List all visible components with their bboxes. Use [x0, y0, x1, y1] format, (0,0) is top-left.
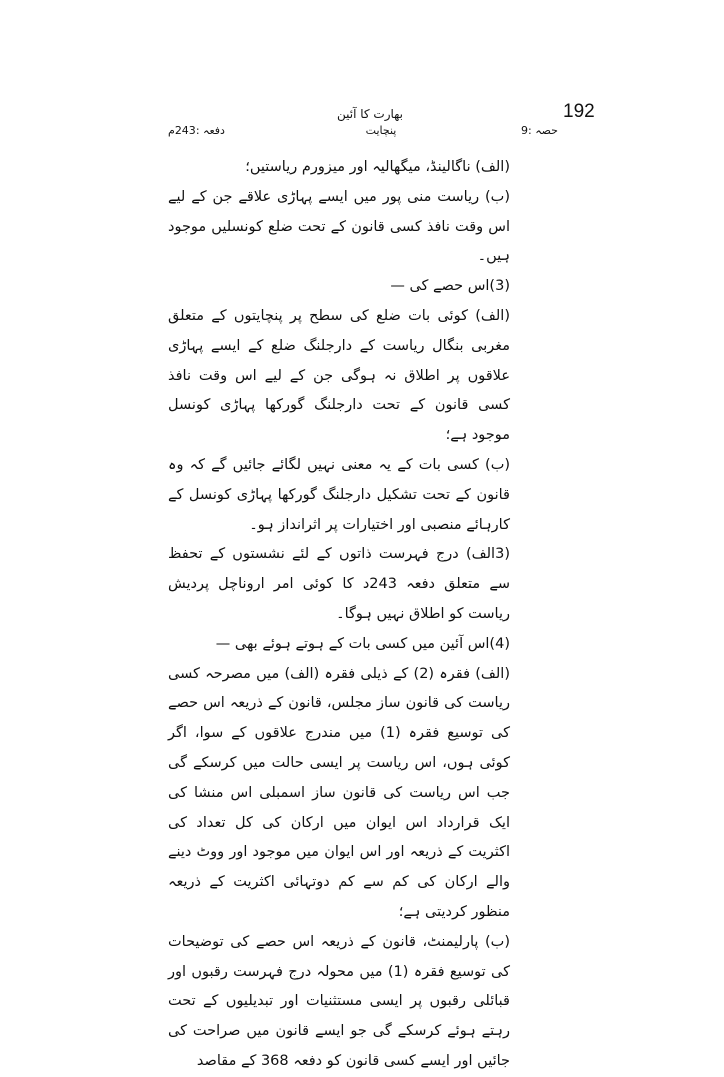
paragraph-section-4-b: (ب) پارلیمنٹ، قانون کے ذریعہ اس حصے کی توضیحات کی توسیع فقرہ (1) میں محولہ درج فہرست رقبوں اور قبائلی رقبوں پر ایسی مستثنیات اور تبدیلیوں کے تحت رہتے ہوئے کرسکے گی جو ایسے قانون میں صراحت کی جائیں اور ایسے کسی قانون کو دفعہ 368 کے مقاصد — [168, 933, 510, 1069]
body-text — [168, 153, 560, 1077]
paragraph-section-4: (4)اس آئین میں کسی بات کے ہوتے ہوئے بھی — — [215, 635, 510, 652]
paragraph-section-3: (3)اس حصے کی — — [390, 278, 510, 295]
paragraph-section-4-a: (الف) فقرہ (2) کے ذیلی فقرہ (الف) میں مصرحہ کسی ریاست کی قانون ساز مجلس، قانون کے ذریعہ اس حصے کی توسیع فقرہ (1) میں مندرج علاقوں کے سوا، اگر کوئی ہوں، اس ریاست پر ایسی حالت میں کرسکے گی جب اس ریاست کی قانون ساز اسمبلی اس منشا کی ایک قرارداد اس ایوان میں ارکان کی کل تعداد کی اکثریت کے ذریعہ اور اس ایوان میں موجود اور ووٹ دینے والے ارکان کی کم سے کم دوتہائی اکثریت کے ذریعہ منظور کردیتی ہے؛ — [168, 665, 510, 920]
paragraph-clause-a: (الف) ناگالینڈ، میگھالیہ اور میزورم ریاستیں؛ — [245, 159, 510, 175]
section-header — [168, 124, 558, 142]
paragraph-section-3-b: (ب) کسی بات کے یہ معنی نہیں لگائے جائیں گے کہ وہ قانون کے تحت تشکیل دارجلنگ گورکھا پہاڑی کونسل کے کارہائے منصبی اور اختیارات پر اثرانداز ہو۔ — [168, 456, 510, 533]
paragraph-section-3a: (3الف) درج فہرست ذاتوں کے لئے نشستوں کے تحفظ سے متعلق دفعہ 243د کا کوئی امر اروناچل پردیش ریاست کو اطلاق نہیں ہوگا۔ — [168, 546, 510, 622]
page-number: 192 — [563, 101, 595, 122]
part-label: حصہ :9 — [521, 124, 558, 137]
subject-label: پنچایت — [365, 124, 397, 137]
article-label: دفعہ :243م — [168, 124, 225, 137]
paragraph-section-3-a: (الف) کوئی بات ضلع کی سطح پر پنچایتوں کے متعلق مغربی بنگال ریاست کے دارجلنگ ضلع کے ایسے پہاڑی علاقوں پر اطلاق نہ ہوگی جن کے لیے اس وقت نافذ کسی قانون کے تحت دارجلنگ گورکھا پہاڑی کونسل موجود ہے؛ — [168, 307, 510, 444]
paragraph-clause-b: (ب) ریاست منی پور میں ایسے پہاڑی علاقے جن کے لیے اس وقت نافذ کسی قانون کے تحت ضلع کونسلیں موجود ہیں۔ — [168, 188, 510, 265]
running-title: بھارت کا آئین — [336, 107, 404, 121]
